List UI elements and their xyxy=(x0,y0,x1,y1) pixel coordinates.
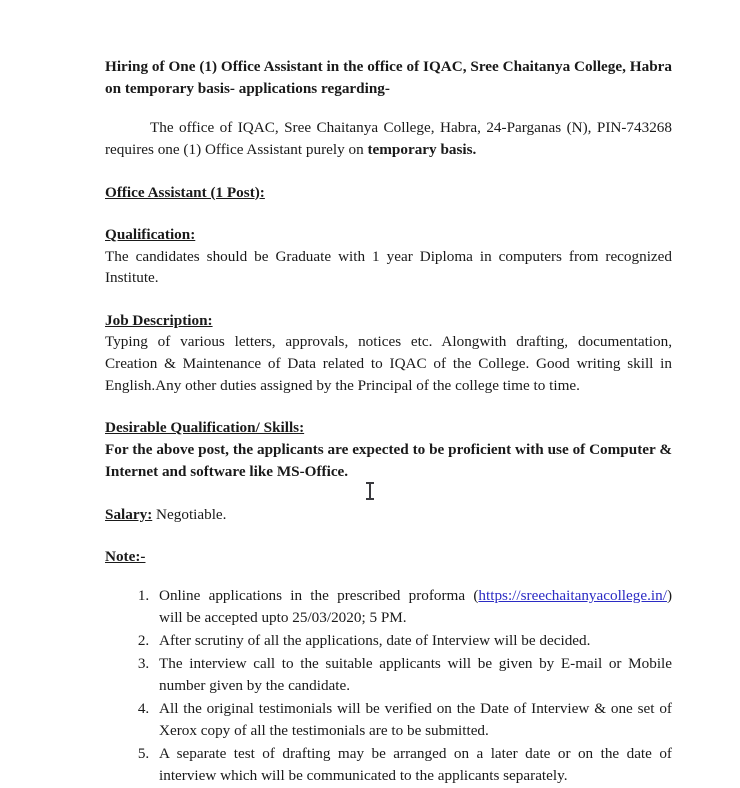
note-list xyxy=(105,585,672,787)
qualification-body: The candidates should be Graduate with 1 year Diploma in computers from recognized Institute. xyxy=(105,247,672,287)
spacer xyxy=(105,483,672,504)
application-portal-link[interactable]: https://sreechaitanyacollege.in/ xyxy=(478,586,667,604)
spacer xyxy=(105,289,672,310)
desirable-qualification-heading: Desirable Qualification/ Skills: xyxy=(105,419,305,437)
spacer xyxy=(105,525,672,546)
note-item-1-before-link: Online applications in the prescribed proforma ( xyxy=(159,586,479,604)
spacer xyxy=(105,396,672,417)
list-item: 4. All the original testimonials will be verified on the Date of Interview & one set of Xerox copy of all the testimonials are to be submitted. xyxy=(153,698,672,742)
spacer xyxy=(105,203,672,224)
salary-label: Salary: xyxy=(105,505,153,523)
document-title: Hiring of One (1) Office Assistant in the office of IQAC, Sree Chaitanya College, Habra on temporary basis- applications regarding- xyxy=(105,58,672,98)
qualification-heading: Qualification: xyxy=(105,226,196,244)
spacer xyxy=(105,161,672,182)
intro-text: The office of IQAC, Sree Chaitanya College, Habra, 24-Parganas (N), PIN-743268 requires one (1) Office Assistant purely on xyxy=(105,119,672,158)
post-heading: Office Assistant (1 Post): xyxy=(105,183,265,201)
desirable-qualification-body: For the above post, the applicants are expected to be proficient with use of Computer & Internet and software like MS-Office. xyxy=(105,440,672,480)
intro-emphasis: temporary basis. xyxy=(367,140,477,158)
spacer xyxy=(105,100,672,117)
list-item: 5. A separate test of drafting may be arranged on a later date or on the date of interview which will be communicated to the applicants separately. xyxy=(153,743,672,787)
list-item xyxy=(153,585,672,629)
salary-value: Negotiable. xyxy=(152,505,227,523)
list-item: 2. After scrutiny of all the applications, date of Interview will be decided. xyxy=(153,630,672,652)
spacer xyxy=(105,568,672,585)
document-body xyxy=(105,56,672,788)
note-heading: Note:- xyxy=(105,548,146,566)
job-description-body: Typing of various letters, approvals, notices etc. Alongwith drafting, documentation, Creation & Maintenance of Data related to IQAC of the College. Good writing skill in English.Any other duties assigned by the Principal of the college time to time. xyxy=(105,333,672,394)
note-item-1-after-link: ) will be accepted upto 25/03/2020; 5 PM. xyxy=(159,586,672,626)
salary-line xyxy=(105,504,672,526)
intro-paragraph xyxy=(105,117,672,160)
job-description-heading: Job Description: xyxy=(105,311,213,329)
list-item: 3. The interview call to the suitable applicants will be given by E-mail or Mobile number given by the candidate. xyxy=(153,653,672,697)
